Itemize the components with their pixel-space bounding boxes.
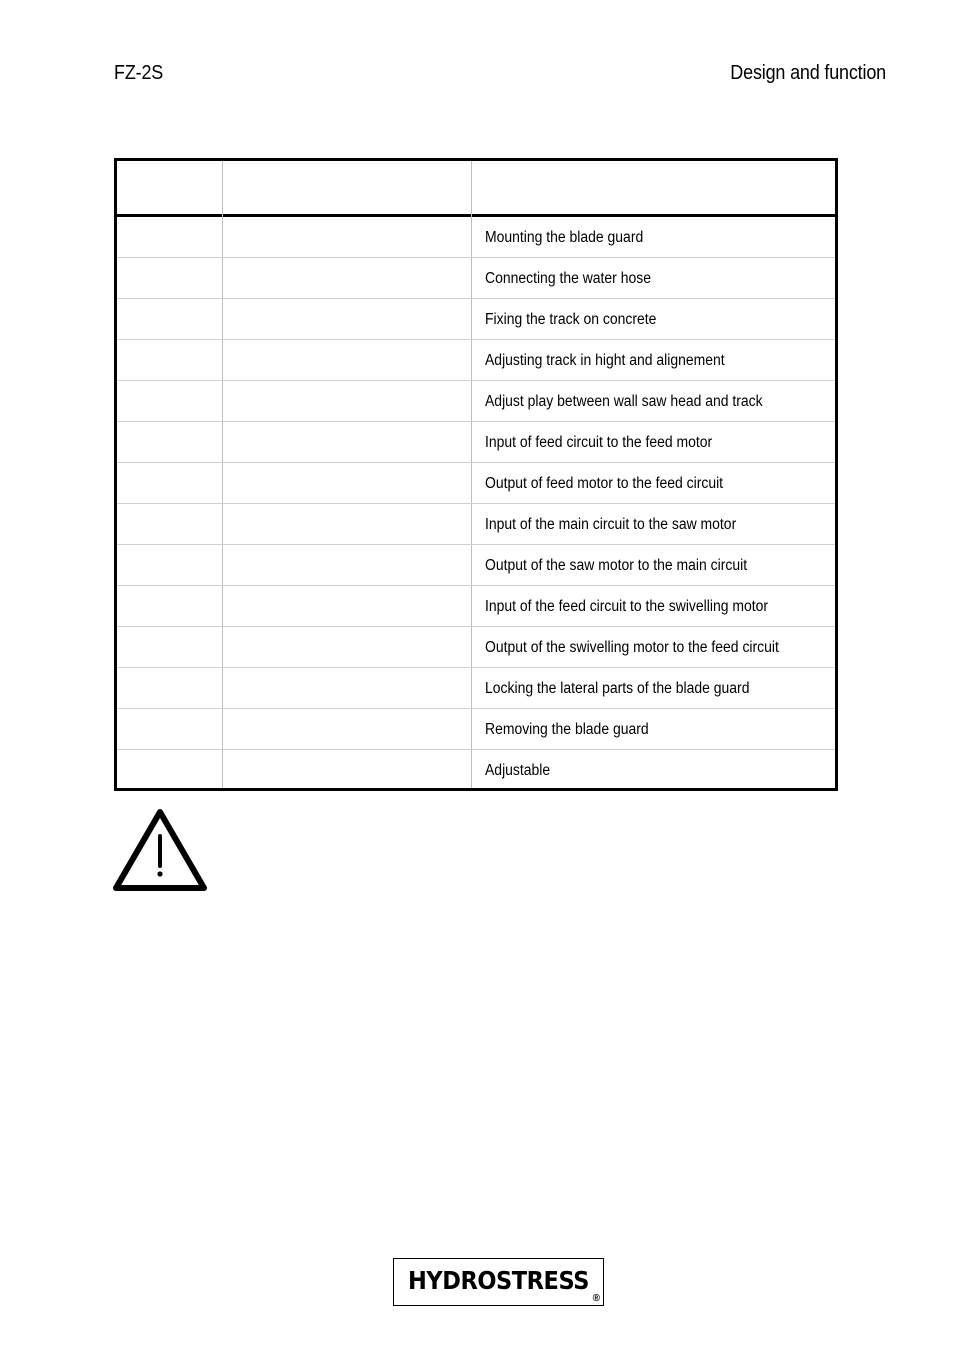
hydrostress-logo: [393, 1258, 604, 1306]
row-description: Input of the feed circuit to the swivelling motor: [485, 598, 769, 615]
table-row: [117, 668, 835, 709]
table-row: [117, 504, 835, 545]
row-description: Mounting the blade guard: [485, 229, 644, 246]
row-description: Fixing the track on concrete: [485, 311, 657, 328]
row-description: Adjustable: [485, 762, 551, 779]
table-row: [117, 750, 835, 791]
row-description: Adjust play between wall saw head and track: [485, 393, 763, 410]
row-description: Output of feed motor to the feed circuit: [485, 475, 724, 492]
table-header-row: [117, 161, 835, 217]
table-row: [117, 627, 835, 668]
table-row: [117, 340, 835, 381]
logo-wordmark: HYDROSTRESS: [408, 1266, 589, 1295]
table-row: [117, 299, 835, 340]
row-description: Connecting the water hose: [485, 270, 651, 287]
header-section-title: Design and function: [730, 62, 886, 84]
row-description: Output of the saw motor to the main circuit: [485, 557, 748, 574]
row-description: Input of the main circuit to the saw motor: [485, 516, 737, 533]
table-row: [117, 422, 835, 463]
table-row: [117, 709, 835, 750]
row-description: Removing the blade guard: [485, 721, 649, 738]
row-description: Adjusting track in hight and alignement: [485, 352, 725, 369]
table-row: [117, 258, 835, 299]
row-description: Locking the lateral parts of the blade guard: [485, 680, 750, 697]
table-row: [117, 545, 835, 586]
table-row: [117, 586, 835, 627]
table-row: [117, 463, 835, 504]
table-row: [117, 381, 835, 422]
legend-table: [114, 158, 838, 791]
header-model: FZ-2S: [114, 62, 164, 84]
table-row: [117, 217, 835, 258]
row-description: Output of the swivelling motor to the feed circuit: [485, 639, 779, 656]
registered-mark: ®: [592, 1293, 600, 1304]
row-description: Input of feed circuit to the feed motor: [485, 434, 713, 451]
warning-triangle-icon: [112, 806, 208, 892]
table-body: [117, 217, 835, 788]
